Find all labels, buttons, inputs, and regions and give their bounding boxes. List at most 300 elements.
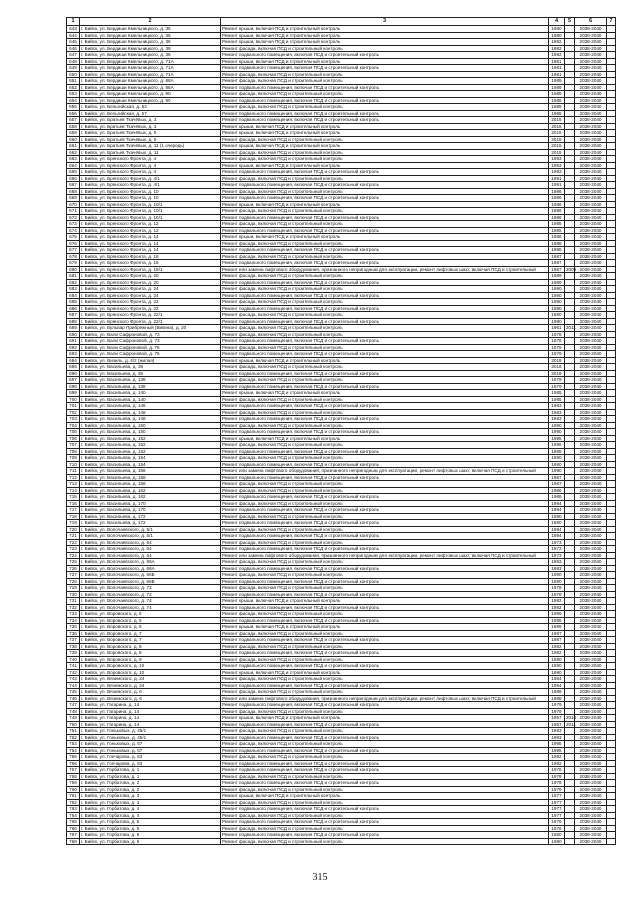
planned-period-cell: 2038-2040 [575, 182, 607, 189]
build-year-cell: 1990 [549, 286, 565, 293]
planned-period-cell: 2038-2040 [575, 832, 607, 839]
work-type-cell: Ремонт фасада, включая ПСД и строительный контроль [221, 422, 549, 429]
build-year-cell: 1990 [549, 468, 565, 475]
build-year-cell: 1985 [549, 227, 565, 234]
build-year-cell: 1994 [549, 533, 565, 540]
work-type-cell: Ремонт подвального помещения, включая ПСД и строительный контроль [221, 637, 549, 644]
row-number-cell: 651 [67, 78, 80, 85]
work-type-cell: Ремонт подвального помещения, включая ПСД и строительный контроль [221, 260, 549, 267]
planned-period-cell: 2038-2040 [575, 364, 607, 371]
build-year-cell: 1957 [549, 721, 565, 728]
row-number-cell: 744 [67, 682, 80, 689]
work-type-cell: Ремонт фасада, включая ПСД и строительный контроль [221, 572, 549, 579]
work-type-cell: Ремонт фасада, включая ПСД и строительный контроль [221, 487, 549, 494]
build-year-cell: 1987 [549, 630, 565, 637]
work-type-cell: Ремонт или замена лифтового оборудования, признанного непригодным для эксплуатации, ремонт лифтовых шахт, включая ПСД и строительный [221, 468, 549, 475]
planned-period-cell: 2038-2040 [575, 695, 607, 702]
build-year-cell: 1992 [549, 760, 565, 767]
planned-period-cell: 2038-2040 [575, 253, 607, 260]
build-year-cell: 1987 [549, 253, 565, 260]
build-year-cell: 1978 [549, 585, 565, 592]
work-type-cell: Ремонт подвального помещения, включая ПСД и строительный контроль [221, 416, 549, 423]
row-number-cell: 735 [67, 624, 80, 631]
work-type-cell: Ремонт фасада, включая ПСД и строительный контроль [221, 364, 549, 371]
row-number-cell: 707 [67, 442, 80, 449]
build-year-cell: 1991 [549, 182, 565, 189]
work-type-cell: Ремонт фасада, включая ПСД и строительный контроль [221, 513, 549, 520]
work-type-cell: Ремонт фасада, включая ПСД и строительный контроль [221, 71, 549, 78]
work-type-cell: Ремонт подвального помещения, включая ПСД и строительный контроль [221, 546, 549, 553]
work-type-cell: Ремонт подвального помещения, включая ПСД и строительный контроль [221, 279, 549, 286]
planned-period-cell: 2038-2040 [575, 676, 607, 683]
work-type-cell: Ремонт подвального помещения, включая ПСД и строительный контроль [221, 721, 549, 728]
work-type-cell: Ремонт фасада, включая ПСД и строительный контроль [221, 611, 549, 618]
row-number-cell: 691 [67, 338, 80, 345]
address-cell: г. Бийск, ул. Брянского Фронта, д. 12 [80, 227, 221, 234]
planned-period-cell: 2038-2040 [575, 487, 607, 494]
work-type-cell: Ремонт подвального помещения, включая ПСД и строительный контроль [221, 247, 549, 254]
work-type-cell: Ремонт крыши, включая ПСД и строительный контроль [221, 669, 549, 676]
address-cell: г. Бийск, ул. Бердиши Кмельницкого, д. 39 [80, 45, 221, 52]
row-number-cell: 708 [67, 448, 80, 455]
address-cell: г. Бийск, ул. Воровского, д. 10 [80, 663, 221, 670]
planned-period-cell: 2038-2040 [575, 266, 607, 273]
build-year-cell: 1995 [549, 624, 565, 631]
table-row [67, 838, 616, 845]
work-type-cell: Ремонт крыши, включая ПСД и строительный контроль [221, 58, 549, 65]
planned-period-cell: 2038-2040 [575, 71, 607, 78]
row-number-cell: 725 [67, 559, 80, 566]
row-number-cell: 678 [67, 253, 80, 260]
work-type-cell: Ремонт фасада, включая ПСД и строительный контроль [221, 208, 549, 215]
build-year-cell: 1988 [549, 689, 565, 696]
build-year-cell: 1990 [549, 513, 565, 520]
planned-period-cell: 2038-2040 [575, 448, 607, 455]
planned-period-cell: 2038-2040 [575, 169, 607, 176]
planned-period-cell: 2038-2040 [575, 357, 607, 364]
row-number-cell: 681 [67, 273, 80, 280]
work-type-cell: Ремонт крыши, включая ПСД и строительный контроль [221, 390, 549, 397]
build-year-cell: 1989 [549, 279, 565, 286]
build-year-cell: 1995 [549, 435, 565, 442]
row-number-cell: 701 [67, 403, 80, 410]
row-number-cell: 732 [67, 604, 80, 611]
address-cell: г. Бийск, ул. Братьев Ткачёвых, д. 5 [80, 130, 221, 137]
row-number-cell: 714 [67, 487, 80, 494]
work-type-cell: Ремонт подвального помещения, включая ПСД и строительный контроль [221, 169, 549, 176]
build-year-cell: 1993 [549, 156, 565, 163]
row-number-cell: 722 [67, 539, 80, 546]
work-type-cell: Ремонт фасада, включая ПСД и строительный контроль [221, 175, 549, 182]
repair-year-cell: 2009 [566, 266, 577, 272]
planned-period-cell: 2038-2040 [575, 708, 607, 715]
row-number-cell: 646 [67, 45, 80, 52]
build-year-cell: 1990 [549, 520, 565, 527]
address-cell: г. Бийск, ул. Брянского Фронта, д. 24 [80, 286, 221, 293]
planned-period-cell: 2038-2040 [575, 637, 607, 644]
planned-period-cell: 2038-2040 [575, 650, 607, 657]
row-number-cell: 743 [67, 676, 80, 683]
row-number-cell: 647 [67, 52, 80, 59]
planned-period-cell: 2038-2040 [575, 819, 607, 826]
address-cell: г. Бийск, ул. Воровского, д. 5 [80, 611, 221, 618]
build-year-cell: 1986 [549, 195, 565, 202]
address-cell: г. Бийск, ул. Вали Сафроновой, д. 75 [80, 344, 221, 351]
build-year-cell: 1991 [549, 175, 565, 182]
work-type-cell: Ремонт подвального помещения, включая ПСД и строительный контроль [221, 429, 549, 436]
row-number-cell: 734 [67, 617, 80, 624]
planned-period-cell: 2038-2040 [575, 110, 607, 117]
address-cell: г. Бийск, ул. Брянского Фронта, д. 14 [80, 247, 221, 254]
planned-period-cell: 2038-2040 [575, 643, 607, 650]
work-type-cell: Ремонт фасада, включая ПСД и строительный контроль [221, 799, 549, 806]
planned-period-cell: 2038-2040 [575, 240, 607, 247]
row-number-cell: 752 [67, 734, 80, 741]
document-page [66, 17, 615, 845]
work-type-cell: Ремонт или замена лифтового оборудования, признанного непригодным для эксплуатации, ремонт лифтовых шахт, включая ПСД и строительный [221, 266, 549, 273]
row-number-cell: 731 [67, 598, 80, 605]
build-year-cell: 1978 [549, 767, 565, 774]
planned-period-cell: 2038-2040 [575, 442, 607, 449]
planned-period-cell: 2038-2040 [575, 247, 607, 254]
work-type-cell: Ремонт фасада, включая ПСД и строительный контроль [221, 221, 549, 228]
row-number-cell: 716 [67, 500, 80, 507]
planned-period-cell: 2038-2040 [575, 552, 607, 559]
build-year-cell: 1987 [549, 637, 565, 644]
build-year-cell: 1980 [549, 26, 565, 33]
address-cell: г. Бийск, ул. Васильева, д. 150 [80, 429, 221, 436]
build-year-cell: 1989 [549, 84, 565, 91]
build-year-cell: 1979 [549, 708, 565, 715]
planned-period-cell: 2038-2040 [575, 741, 607, 748]
address-cell: г. Бийск, ул. Волочаевского, д. 74 [80, 604, 221, 611]
planned-period-cell: 2038-2040 [575, 91, 607, 98]
work-type-cell: Ремонт фасада, включая ПСД и строительный контроль [221, 481, 549, 488]
row-number-cell: 703 [67, 416, 80, 423]
row-number-cell: 736 [67, 630, 80, 637]
repair-year-cell: 2011 [566, 325, 576, 331]
planned-period-cell: 2038-2040 [575, 65, 607, 72]
build-year-cell: 2015 [549, 123, 565, 130]
address-cell: г. Бийск, ул. Васильева, д. 36 [80, 370, 221, 377]
address-cell: г. Бийск, ул. Бердиши Кмельницкого, д. 88А [80, 78, 221, 85]
planned-period-cell: 2038-2040 [575, 273, 607, 280]
build-year-cell: 1985 [549, 104, 565, 111]
address-cell: г. Бийск, ул. Брянского Фронта, д. 16 [80, 260, 221, 267]
work-type-cell: Ремонт фасада, включая ПСД и строительный контроль [221, 409, 549, 416]
address-cell: г. Бийск, ул. Брянского Фронта, д. 10/1 [80, 214, 221, 221]
row-number-cell: 699 [67, 390, 80, 397]
build-year-cell: 1973 [549, 546, 565, 553]
planned-period-cell: 2038-2040 [575, 26, 607, 33]
row-number-cell: 689 [67, 325, 80, 332]
work-type-cell: Ремонт подвального помещения, включая ПСД и строительный контроль [221, 227, 549, 234]
planned-period-cell: 2038-2040 [575, 383, 607, 390]
address-cell: г. Бийск, ул. Брянского Фронта, д. 4 [80, 169, 221, 176]
row-number-cell: 666 [67, 175, 80, 182]
planned-period-cell: 2038-2040 [575, 299, 607, 306]
build-year-cell: 1977 [549, 799, 565, 806]
planned-period-cell: 2038-2040 [575, 630, 607, 637]
planned-period-cell: 2038-2040 [575, 318, 607, 325]
address-cell: г. Бийск, ул. Брянского Фронта, д. 16 [80, 253, 221, 260]
planned-period-cell: 2038-2040 [575, 292, 607, 299]
work-type-cell: Ремонт фасада, включая ПСД и строительный контроль [221, 773, 549, 780]
row-number-cell: 761 [67, 793, 80, 800]
planned-period-cell: 2038-2040 [575, 624, 607, 631]
work-type-cell: Ремонт фасада, включая ПСД и строительный контроль [221, 656, 549, 663]
planned-period-cell: 2038-2040 [575, 689, 607, 696]
address-cell: г. Бийск, ул. Брянского Фронта, д. 4/1 [80, 175, 221, 182]
work-type-cell: Ремонт подвального помещения, включая ПСД и строительный контроль [221, 832, 549, 839]
address-cell: г. Бийск, ул. Братьев Ткачёвых, д. 3 [80, 123, 221, 130]
row-number-cell: 747 [67, 702, 80, 709]
build-year-cell: 1980 [549, 32, 565, 39]
planned-period-cell: 2038-2040 [575, 591, 607, 598]
build-year-cell: 1988 [549, 240, 565, 247]
row-number-cell: 715 [67, 494, 80, 501]
build-year-cell: 2018 [549, 370, 565, 377]
planned-period-cell: 2038-2040 [575, 136, 607, 143]
row-number-cell: 670 [67, 201, 80, 208]
address-cell: г. Бийск, ул. Брянского Фронта, д. 22 [80, 305, 221, 312]
build-year-cell: 1994 [549, 526, 565, 533]
work-type-cell: Ремонт крыши, включая ПСД и строительный контроль [221, 624, 549, 631]
work-type-cell: Ремонт фасада, включая ПСД и строительный контроль [221, 156, 549, 163]
planned-period-cell: 2038-2040 [575, 143, 607, 150]
planned-period-cell: 2038-2040 [575, 175, 607, 182]
work-type-cell: Ремонт подвального помещения, включая ПСД и строительный контроль [221, 604, 549, 611]
address-cell: г. Бийск, ул. Васильева, д. 158 [80, 474, 221, 481]
address-cell: г. Бийск, ул. Васильева, д. 140 [80, 396, 221, 403]
build-year-cell: 1957 [549, 715, 565, 722]
row-number-cell: 674 [67, 227, 80, 234]
build-year-cell: 1990 [549, 578, 565, 585]
build-year-cell: 1973 [549, 552, 565, 559]
row-number-cell: 668 [67, 188, 80, 195]
planned-period-cell: 2038-2040 [575, 429, 607, 436]
work-type-cell: Ремонт фасада, включая ПСД и строительный контроль [221, 188, 549, 195]
row-number-cell: 694 [67, 357, 80, 364]
row-number-cell: 683 [67, 286, 80, 293]
row-number-cell: 667 [67, 182, 80, 189]
planned-period-cell: 2038-2040 [575, 598, 607, 605]
address-cell: г. Бийск, ул. Братьев Ткачёвых, д. 11 [80, 149, 221, 156]
address-cell: г. Бийск, ул. Вяземского, д. 24 [80, 682, 221, 689]
planned-period-cell: 2038-2040 [575, 838, 607, 845]
work-type-cell: Ремонт фасада, включая ПСД и строительный контроль [221, 344, 549, 351]
build-year-cell: 1984 [549, 507, 565, 514]
address-cell: г. Бийск, ул. Брянского Фронта, д. 18/1 [80, 266, 221, 273]
column-header-1: 1 [67, 18, 80, 26]
address-cell: г. Бийск, ул. Горбатова, д. 2 [80, 780, 221, 787]
planned-period-cell: 2038-2040 [575, 214, 607, 221]
build-year-cell: 1979 [549, 377, 565, 384]
address-cell: г. Бийск, ул. Васильева, д. 148 [80, 409, 221, 416]
address-cell: г. Бийск, ул. Волочаевского, д. 66А [80, 559, 221, 566]
row-number-cell: 748 [67, 708, 80, 715]
address-cell: г. Бийск, ул. Воровского, д. 7 [80, 630, 221, 637]
row-number-cell: 687 [67, 312, 80, 319]
address-cell: г. Бийск, ул. Горбатова, д. 5 [80, 819, 221, 826]
row-number-cell: 696 [67, 370, 80, 377]
work-type-cell: Ремонт фасада, включая ПСД и строительный контроль [221, 708, 549, 715]
work-type-cell: Ремонт фасада, включая ПСД и строительный контроль [221, 526, 549, 533]
planned-period-cell: 2038-2040 [575, 409, 607, 416]
build-year-cell: 1993 [549, 734, 565, 741]
address-cell: г. Бийск, ул. Горбатова, д. 1 [80, 767, 221, 774]
build-year-cell: 1973 [549, 539, 565, 546]
row-number-cell: 704 [67, 422, 80, 429]
address-cell: г. Бийск, ул. Воровского, д. 8 [80, 650, 221, 657]
work-type-cell: Ремонт крыши, включая ПСД и строительный контроль [221, 598, 549, 605]
address-cell: г. Бийск, ул. Волочаевского, д. 66Б [80, 572, 221, 579]
build-year-cell: 1978 [549, 773, 565, 780]
row-number-cell: 720 [67, 526, 80, 533]
planned-period-cell: 2038-2040 [575, 734, 607, 741]
planned-period-cell: 2038-2040 [575, 351, 607, 358]
build-year-cell: 2018 [549, 364, 565, 371]
planned-period-cell: 2038-2040 [575, 52, 607, 59]
address-cell: г. Бийск, ул. Брянского Фронта, д. 12 [80, 221, 221, 228]
work-type-cell: Ремонт фасада, включая ПСД и строительный контроль [221, 455, 549, 462]
planned-period-cell: 2038-2040 [575, 312, 607, 319]
build-year-cell: 2015 [549, 130, 565, 137]
work-type-cell: Ремонт подвального помещения, включая ПСД и строительный контроль [221, 370, 549, 377]
row-number-cell: 653 [67, 91, 80, 98]
address-cell: г. Бийск, ул. Бердиши Кмельницкого, д. 39 [80, 39, 221, 46]
planned-period-cell: 2038-2040 [575, 305, 607, 312]
planned-period-cell: 2038-2040 [575, 786, 607, 793]
build-year-cell: 1985 [549, 221, 565, 228]
planned-period-cell: 2038-2040 [575, 494, 607, 501]
row-number-cell: 690 [67, 331, 80, 338]
address-cell: г. Бийск, ул. Горбатова, д. 4 [80, 806, 221, 813]
build-year-cell: 1993 [549, 728, 565, 735]
planned-period-cell: 2038-2040 [575, 754, 607, 761]
planned-period-cell: 2038-2040 [575, 806, 607, 813]
work-type-cell: Ремонт фасада, включая ПСД и строительный контроль [221, 273, 549, 280]
work-type-cell: Ремонт подвального помещения, включая ПСД и строительный контроль [221, 650, 549, 657]
planned-period-cell: 2038-2040 [575, 773, 607, 780]
row-number-cell: 649 [67, 65, 80, 72]
address-cell: г. Бийск, ул. Волочаевского, д. 66Б [80, 578, 221, 585]
address-cell: г. Бийск, ул. Брянского Фронта, д. 22/1 [80, 318, 221, 325]
build-year-cell: 1990 [549, 669, 565, 676]
work-type-cell: Ремонт подвального помещения, включая ПСД и строительный контроль [221, 182, 549, 189]
build-year-cell: 1995 [549, 448, 565, 455]
planned-period-cell: 2038-2040 [575, 799, 607, 806]
work-type-cell: Ремонт подвального помещения, включая ПСД и строительный контроль [221, 591, 549, 598]
build-year-cell: 1988 [549, 247, 565, 254]
address-cell: г. Бийск, ул. Васильева, д. 152 [80, 448, 221, 455]
build-year-cell: 1995 [549, 741, 565, 748]
build-year-cell: 1987 [549, 266, 565, 273]
work-type-cell: Ремонт подвального помещения, включая ПСД и строительный контроль [221, 663, 549, 670]
build-year-cell: 1983 [549, 565, 565, 572]
row-number-cell: 652 [67, 84, 80, 91]
address-cell: г. Бийск, ул. Васильева, д. 162 [80, 487, 221, 494]
row-number-cell: 738 [67, 643, 80, 650]
planned-period-cell: 2038-2040 [575, 377, 607, 384]
build-year-cell: 1988 [549, 695, 565, 702]
planned-period-cell: 2038-2040 [575, 45, 607, 52]
planned-period-cell: 2038-2040 [575, 455, 607, 462]
row-number-cell: 711 [67, 468, 80, 475]
row-number-cell: 661 [67, 143, 80, 150]
planned-period-cell: 2038-2040 [575, 565, 607, 572]
work-type-cell: Ремонт подвального помещения, включая ПСД и строительный контроль [221, 292, 549, 299]
build-year-cell: 1985 [549, 91, 565, 98]
row-number-cell: 671 [67, 208, 80, 215]
row-number-cell: 755 [67, 754, 80, 761]
address-cell: г. Бийск, ул. Горбатова, д. 3 [80, 799, 221, 806]
page-number: 315 [312, 872, 328, 883]
planned-period-cell: 2038-2040 [575, 325, 607, 332]
row-number-cell: 749 [67, 715, 80, 722]
build-year-cell: 1985 [549, 110, 565, 117]
planned-period-cell: 2038-2040 [575, 130, 607, 137]
work-type-cell: Ремонт крыши, включая ПСД и строительный контроль [221, 32, 549, 39]
build-year-cell: 1982 [549, 39, 565, 46]
work-type-cell: Ремонт крыши, включая ПСД и строительный контроль [221, 357, 549, 364]
address-cell: г. Бийск, ул. Воровского, д. 8 [80, 643, 221, 650]
planned-period-cell: 2038-2040 [575, 390, 607, 397]
address-cell: г. Бийск, ул. Брянского Фронта, д. 4/1 [80, 182, 221, 189]
work-type-cell: Ремонт подвального помещения, включая ПСД и строительный контроль [221, 65, 549, 72]
extra-cell [607, 838, 616, 845]
build-year-cell: 1977 [549, 806, 565, 813]
planned-period-cell: 2038-2040 [575, 481, 607, 488]
build-year-cell: 1990 [549, 299, 565, 306]
build-year-cell: 2015 [549, 149, 565, 156]
work-type-cell: Ремонт фасада, включая ПСД и строительный контроль [221, 728, 549, 735]
build-year-cell: 1987 [549, 481, 565, 488]
row-number-cell: 764 [67, 812, 80, 819]
row-number-cell: 751 [67, 728, 80, 735]
planned-period-cell: 2038-2040 [575, 578, 607, 585]
row-number-cell: 705 [67, 429, 80, 436]
work-type-cell: Ремонт подвального помещения, включая ПСД и строительный контроль [221, 578, 549, 585]
column-header-7: 7 [607, 18, 616, 26]
row-number-cell: 650 [67, 71, 80, 78]
build-year-cell: 1982 [549, 643, 565, 650]
build-year-cell: 1976 [549, 825, 565, 832]
address-cell: г. Бийск, ул. Волочаевского, д. 72 [80, 591, 221, 598]
row-number-cell: 762 [67, 799, 80, 806]
row-number-cell: 740 [67, 656, 80, 663]
work-type-cell: Ремонт фасада, включая ПСД и строительный контроль [221, 312, 549, 319]
work-type-cell: Ремонт подвального помещения, включая ПСД и строительный контроль [221, 474, 549, 481]
row-number-cell: 741 [67, 663, 80, 670]
row-number-cell: 717 [67, 507, 80, 514]
repair-schedule-table [66, 17, 616, 845]
address-cell: г. Бийск, ул. Горбатова, д. 5 [80, 825, 221, 832]
work-type-cell: Ремонт фасада, включая ПСД и строительный контроль [221, 630, 549, 637]
planned-period-cell: 2038-2040 [575, 260, 607, 267]
column-header-5: 5 [565, 18, 575, 26]
address-cell: г. Бийск, ул. Васильева, д. 146 [80, 403, 221, 410]
row-number-cell: 676 [67, 240, 80, 247]
work-type-cell: Ремонт подвального помещения, включая ПСД и строительный контроль [221, 520, 549, 527]
planned-period-cell: 2038-2040 [575, 97, 607, 104]
planned-period-cell: 2038-2040 [575, 344, 607, 351]
planned-period-cell: 2038-2040 [575, 825, 607, 832]
planned-period-cell: 2038-2040 [575, 104, 607, 111]
address-cell: г. Бийск, ул. Васильева, д. 170 [80, 500, 221, 507]
planned-period-cell: 2038-2040 [575, 286, 607, 293]
build-year-cell: 1978 [549, 331, 565, 338]
